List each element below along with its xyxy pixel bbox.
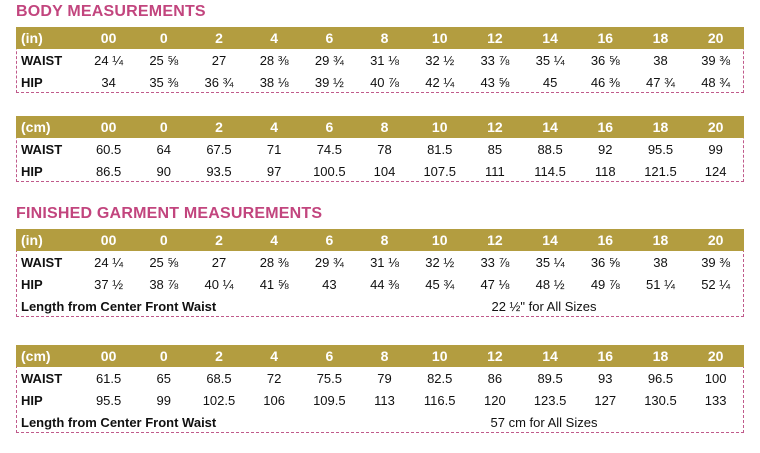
- size-header: 4: [270, 119, 279, 135]
- size-header: 14: [542, 119, 558, 135]
- size-header: 14: [542, 348, 558, 364]
- hip-row: [16, 71, 744, 93]
- table-cell: 79: [377, 370, 392, 386]
- row-label: HIP: [21, 74, 43, 90]
- size-header: 0: [159, 119, 168, 135]
- hip-row: [16, 389, 744, 411]
- size-header: 16: [597, 30, 614, 46]
- size-header: 00: [100, 232, 117, 248]
- row-label: HIP: [21, 163, 43, 179]
- finished-garment-measurements-title: FINISHED GARMENT MEASUREMENTS: [16, 205, 323, 222]
- table-cell: 27: [211, 254, 227, 270]
- table-cell: 38 ⅛: [259, 74, 289, 90]
- table-cell: 107.5: [423, 163, 456, 179]
- table-cell: 27: [211, 52, 227, 68]
- table-header-row: [16, 229, 744, 251]
- row-label: WAIST: [21, 141, 63, 157]
- size-header: 20: [707, 232, 724, 248]
- table-cell: 81.5: [427, 141, 453, 157]
- table-cell: 120: [484, 392, 506, 408]
- table-cell: 72: [266, 370, 282, 386]
- table-cell: 39 ½: [314, 74, 344, 90]
- size-header: 10: [431, 30, 448, 46]
- table-header-row: [16, 116, 744, 138]
- table-cell: 38: [653, 52, 668, 68]
- size-header: 10: [431, 348, 448, 364]
- unit-label: (in): [21, 30, 43, 46]
- table-cell: 24 ¼: [94, 52, 124, 68]
- size-header: 6: [325, 348, 334, 364]
- size-header: 8: [380, 119, 389, 135]
- table-cell: 31 ⅛: [370, 254, 399, 270]
- size-header: 12: [487, 348, 503, 364]
- table-cell: 123.5: [533, 392, 567, 408]
- table-cell: 40 ⅞: [370, 74, 399, 90]
- table-cell: 47 ¾: [646, 74, 675, 90]
- size-header: 8: [380, 348, 389, 364]
- table-cell: 29 ¾: [314, 254, 344, 270]
- table-cell: 89.5: [537, 370, 563, 386]
- table-cell: 37 ½: [94, 276, 124, 292]
- table-cell: 48 ¾: [701, 74, 731, 90]
- table-cell: 71: [266, 141, 282, 157]
- size-header: 4: [270, 348, 279, 364]
- table-cell: 45 ¾: [425, 276, 455, 292]
- waist-row: [16, 251, 744, 273]
- body-measurements-inches-table: [16, 27, 744, 93]
- table-cell: 68.5: [206, 370, 232, 386]
- table-cell: 49 ⅞: [590, 276, 620, 292]
- row-label: WAIST: [21, 52, 63, 68]
- waist-row: [16, 367, 744, 389]
- unit-label: (in): [21, 232, 43, 248]
- table-cell: 36 ¾: [204, 74, 234, 90]
- length-label: Length from Center Front Waist: [21, 414, 217, 430]
- table-cell: 25 ⅝: [149, 254, 179, 270]
- table-cell: 100.5: [313, 163, 346, 179]
- size-header: 4: [270, 30, 279, 46]
- size-header: 16: [597, 119, 614, 135]
- table-cell: 106: [263, 392, 285, 408]
- length-row: [16, 411, 744, 433]
- table-cell: 29 ¾: [314, 52, 344, 68]
- size-header: 2: [215, 348, 223, 364]
- table-cell: 35 ¼: [535, 254, 565, 270]
- size-header: 16: [597, 348, 614, 364]
- table-cell: 34: [101, 74, 116, 90]
- table-cell: 93: [598, 370, 613, 386]
- table-cell: 43: [322, 276, 337, 292]
- length-value: 22 ½" for All Sizes: [491, 298, 597, 314]
- unit-label: (cm): [21, 119, 51, 135]
- size-header: 00: [100, 30, 117, 46]
- size-header: 8: [380, 232, 389, 248]
- table-cell: 33 ⅞: [480, 254, 510, 270]
- table-cell: 41 ⅝: [259, 276, 289, 292]
- body-measurements-cm-table: [16, 116, 744, 182]
- table-cell: 39 ⅜: [701, 254, 731, 270]
- table-cell: 65: [156, 370, 172, 386]
- table-cell: 25 ⅝: [149, 52, 179, 68]
- table-cell: 64: [156, 141, 172, 157]
- table-cell: 67.5: [206, 141, 232, 157]
- table-cell: 102.5: [202, 392, 236, 408]
- table-cell: 28 ⅜: [259, 52, 289, 68]
- table-cell: 33 ⅞: [480, 52, 510, 68]
- table-cell: 113: [374, 392, 395, 408]
- table-cell: 60.5: [95, 141, 122, 157]
- size-header: 0: [159, 30, 168, 46]
- size-header: 12: [487, 30, 503, 46]
- table-cell: 52 ¼: [701, 276, 731, 292]
- size-header: 20: [707, 30, 724, 46]
- row-label: WAIST: [21, 254, 63, 270]
- table-cell: 90: [156, 163, 172, 179]
- table-cell: 95.5: [647, 141, 674, 157]
- table-cell: 78: [377, 141, 392, 157]
- table-cell: 118: [594, 163, 616, 179]
- length-row: [16, 295, 744, 317]
- size-header: 00: [100, 348, 117, 364]
- table-cell: 92: [598, 141, 613, 157]
- table-cell: 32 ½: [425, 52, 455, 68]
- size-header: 12: [487, 232, 503, 248]
- table-cell: 42 ¼: [425, 74, 455, 90]
- size-header: 4: [270, 232, 279, 248]
- size-header: 14: [542, 30, 558, 46]
- waist-row: [16, 138, 744, 160]
- table-cell: 36 ⅝: [590, 52, 620, 68]
- table-cell: 35 ¼: [535, 52, 565, 68]
- size-header: 0: [159, 232, 168, 248]
- table-cell: 114.5: [534, 163, 566, 179]
- table-cell: 28 ⅜: [259, 254, 289, 270]
- size-header: 18: [652, 232, 669, 248]
- size-header: 20: [707, 119, 724, 135]
- table-cell: 51 ¼: [646, 276, 675, 292]
- size-header: 18: [652, 348, 669, 364]
- size-header: 6: [325, 30, 334, 46]
- table-header-row: [16, 27, 744, 49]
- table-cell: 116.5: [423, 392, 456, 408]
- table-cell: 127: [594, 392, 617, 408]
- size-header: 16: [597, 232, 614, 248]
- table-cell: 75.5: [316, 370, 342, 386]
- row-label: WAIST: [21, 370, 63, 386]
- table-cell: 24 ¼: [94, 254, 124, 270]
- waist-row: [16, 49, 744, 71]
- table-cell: 38 ⅞: [149, 276, 179, 292]
- hip-row: [16, 160, 744, 182]
- table-cell: 36 ⅝: [590, 254, 620, 270]
- size-header: 6: [325, 119, 334, 135]
- table-cell: 31 ⅛: [370, 52, 399, 68]
- table-cell: 32 ½: [425, 254, 455, 270]
- table-cell: 86: [487, 370, 503, 386]
- table-cell: 35 ⅜: [149, 74, 179, 90]
- table-cell: 95.5: [95, 392, 122, 408]
- size-header: 2: [215, 119, 223, 135]
- table-cell: 130.5: [644, 392, 677, 408]
- table-cell: 97: [266, 163, 282, 179]
- table-cell: 104: [373, 163, 396, 179]
- table-cell: 61.5: [95, 370, 122, 386]
- table-cell: 39 ⅜: [701, 52, 731, 68]
- table-cell: 121.5: [644, 163, 677, 179]
- table-cell: 99: [708, 141, 723, 157]
- size-header: 2: [215, 232, 223, 248]
- size-header: 18: [652, 119, 669, 135]
- size-header: 20: [707, 348, 724, 364]
- size-header: 10: [431, 232, 448, 248]
- table-cell: 109.5: [313, 392, 346, 408]
- size-header: 10: [431, 119, 448, 135]
- size-header: 14: [542, 232, 558, 248]
- table-cell: 82.5: [427, 370, 453, 386]
- size-header: 2: [215, 30, 223, 46]
- table-cell: 74.5: [316, 141, 342, 157]
- hip-row: [16, 273, 744, 295]
- body-measurements-title: BODY MEASUREMENTS: [16, 3, 206, 20]
- table-cell: 86.5: [95, 163, 122, 179]
- length-value: 57 cm for All Sizes: [490, 414, 598, 430]
- table-cell: 96.5: [647, 370, 674, 386]
- row-label: HIP: [21, 392, 43, 408]
- table-cell: 40 ¼: [204, 276, 234, 292]
- table-cell: 124: [704, 163, 727, 179]
- row-label: HIP: [21, 276, 43, 292]
- finished-measurements-inches-table: [16, 229, 744, 317]
- table-cell: 133: [704, 392, 727, 408]
- size-header: 8: [380, 30, 389, 46]
- table-cell: 99: [156, 392, 172, 408]
- table-cell: 111: [485, 163, 505, 179]
- table-cell: 93.5: [206, 163, 232, 179]
- length-label: Length from Center Front Waist: [21, 298, 217, 314]
- table-cell: 45: [542, 74, 558, 90]
- table-cell: 47 ⅛: [480, 276, 510, 292]
- size-header: 0: [159, 348, 168, 364]
- size-header: 00: [100, 119, 117, 135]
- table-cell: 100: [704, 370, 727, 386]
- table-cell: 44 ⅜: [370, 276, 399, 292]
- size-header: 12: [487, 119, 503, 135]
- table-cell: 46 ⅜: [590, 74, 620, 90]
- unit-label: (cm): [21, 348, 51, 364]
- table-cell: 88.5: [537, 141, 563, 157]
- table-cell: 38: [653, 254, 668, 270]
- table-header-row: [16, 345, 744, 367]
- table-cell: 43 ⅝: [480, 74, 510, 90]
- size-header: 6: [325, 232, 334, 248]
- size-header: 18: [652, 30, 669, 46]
- table-cell: 48 ½: [535, 276, 565, 292]
- table-cell: 85: [487, 141, 503, 157]
- finished-measurements-cm-table: [16, 345, 744, 433]
